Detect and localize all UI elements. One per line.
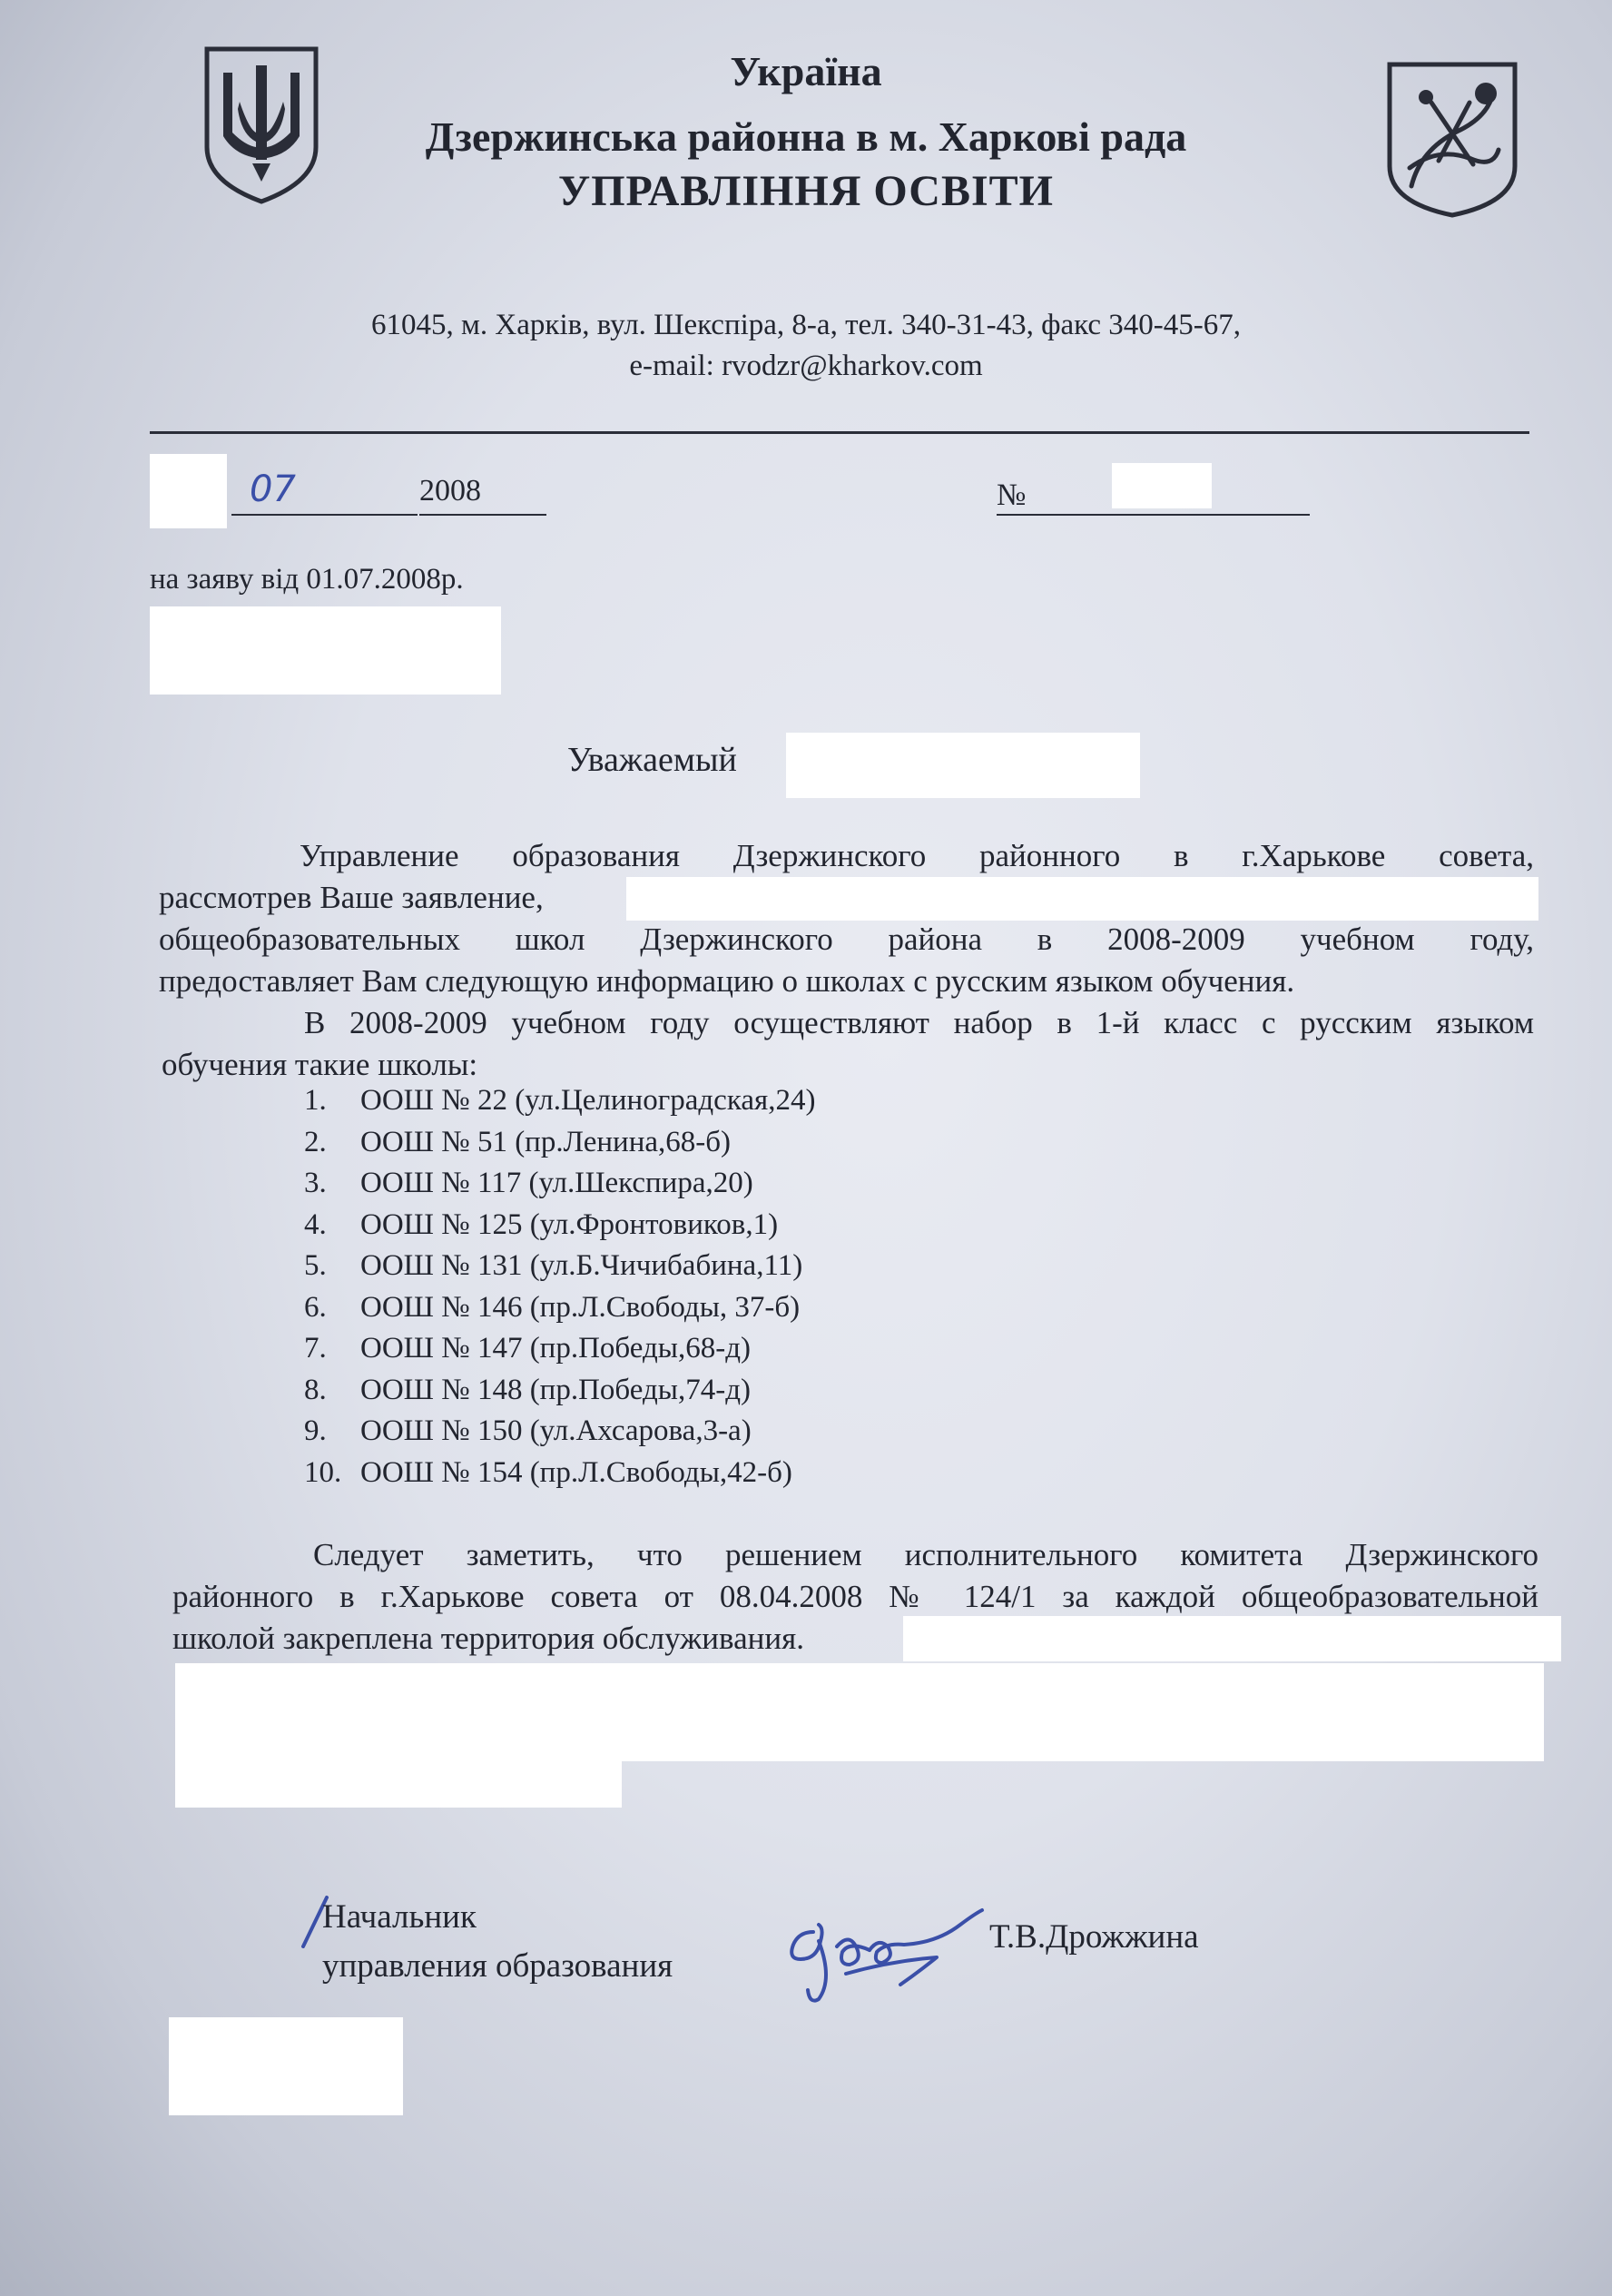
- para1-line2: рассмотрев Ваше заявление,: [159, 880, 544, 915]
- para1-line3: общеобразовательных школ Дзержинского района в 2008-2009 учебном году,: [159, 921, 1534, 957]
- redaction-recipient: [150, 606, 501, 695]
- redaction-day: [150, 454, 227, 528]
- para2-line1: В 2008-2009 учебном году осуществляют набор в 1-й класс с русским языком: [304, 1005, 1534, 1040]
- signatory-title-line1: Начальник: [322, 1898, 477, 1936]
- list-item: 10. ООШ № 154 (пр.Л.Свободы,42-б): [304, 1455, 792, 1489]
- date-year: 2008: [419, 474, 481, 507]
- list-item: 5. ООШ № 131 (ул.Б.Чичибабина,11): [304, 1249, 803, 1282]
- para3-line1: Следует заметить, что решением исполнительного комитета Дзержинского: [313, 1537, 1538, 1572]
- school-list: [304, 1080, 815, 1493]
- signatory-name: Т.В.Дрожжина: [989, 1918, 1199, 1956]
- para1-line4: предоставляет Вам следующую информацию о школах с русским языком обучения.: [159, 963, 1295, 999]
- greeting: Уважаемый: [567, 741, 737, 779]
- para2-line2: обучения такие школы:: [162, 1047, 478, 1082]
- signatory-title: [322, 1893, 673, 1991]
- date-month-underline: [231, 514, 418, 516]
- redaction-application-subject: [626, 877, 1538, 921]
- header-country: Україна: [730, 48, 882, 94]
- para3-line2: районного в г.Харькове совета от 08.04.2008 № 124/1 за каждой общеобразовательной: [172, 1579, 1538, 1614]
- header-divider: [150, 431, 1529, 434]
- redaction-territory-2: [175, 1663, 1544, 1761]
- date-year-underline: [419, 514, 546, 516]
- list-item: 3. ООШ № 117 (ул.Шекспира,20): [304, 1167, 753, 1199]
- number-underline: [997, 514, 1310, 516]
- number-label: №: [997, 478, 1027, 512]
- handwritten-signature-icon: [782, 1905, 993, 2005]
- list-item: 7. ООШ № 147 (пр.Победы,68-д): [304, 1332, 751, 1365]
- redaction-territory-3: [175, 1757, 622, 1808]
- redaction-territory-1: [903, 1616, 1561, 1661]
- list-item: 2. ООШ № 51 (пр.Ленина,68-б): [304, 1125, 732, 1158]
- list-item: 1. ООШ № 22 (ул.Целиноградская,24): [304, 1084, 816, 1117]
- header-department: УПРАВЛІННЯ ОСВІТИ: [557, 167, 1054, 215]
- redaction-name: [786, 733, 1140, 798]
- redaction-footer: [169, 2017, 403, 2115]
- list-item: 6. ООШ № 146 (пр.Л.Свободы, 37-б): [304, 1290, 801, 1324]
- reply-to-line: на заяву від 01.07.2008р.: [150, 563, 464, 596]
- date-month: 07: [250, 468, 296, 510]
- list-item: 9. ООШ № 150 (ул.Ахсарова,3-а): [304, 1414, 752, 1447]
- para1-line1: Управление образования Дзержинского районного в г.Харькове совета,: [300, 838, 1534, 873]
- list-item: 8. ООШ № 148 (пр.Победы,74-д): [304, 1373, 751, 1406]
- header-council: Дзержинська районна в м. Харкові рада: [425, 113, 1187, 160]
- redaction-number: [1112, 463, 1212, 508]
- email-line: e-mail: rvodzr@kharkov.com: [629, 350, 983, 382]
- address-line: 61045, м. Харків, вул. Шекспіра, 8-а, тел. 340-31-43, факс 340-45-67,: [371, 309, 1241, 341]
- list-item: 4. ООШ № 125 (ул.Фронтовиков,1): [304, 1207, 779, 1241]
- signatory-title-line2: управления образования: [322, 1947, 673, 1985]
- para3-line3: школой закреплена территория обслуживания.: [172, 1621, 804, 1656]
